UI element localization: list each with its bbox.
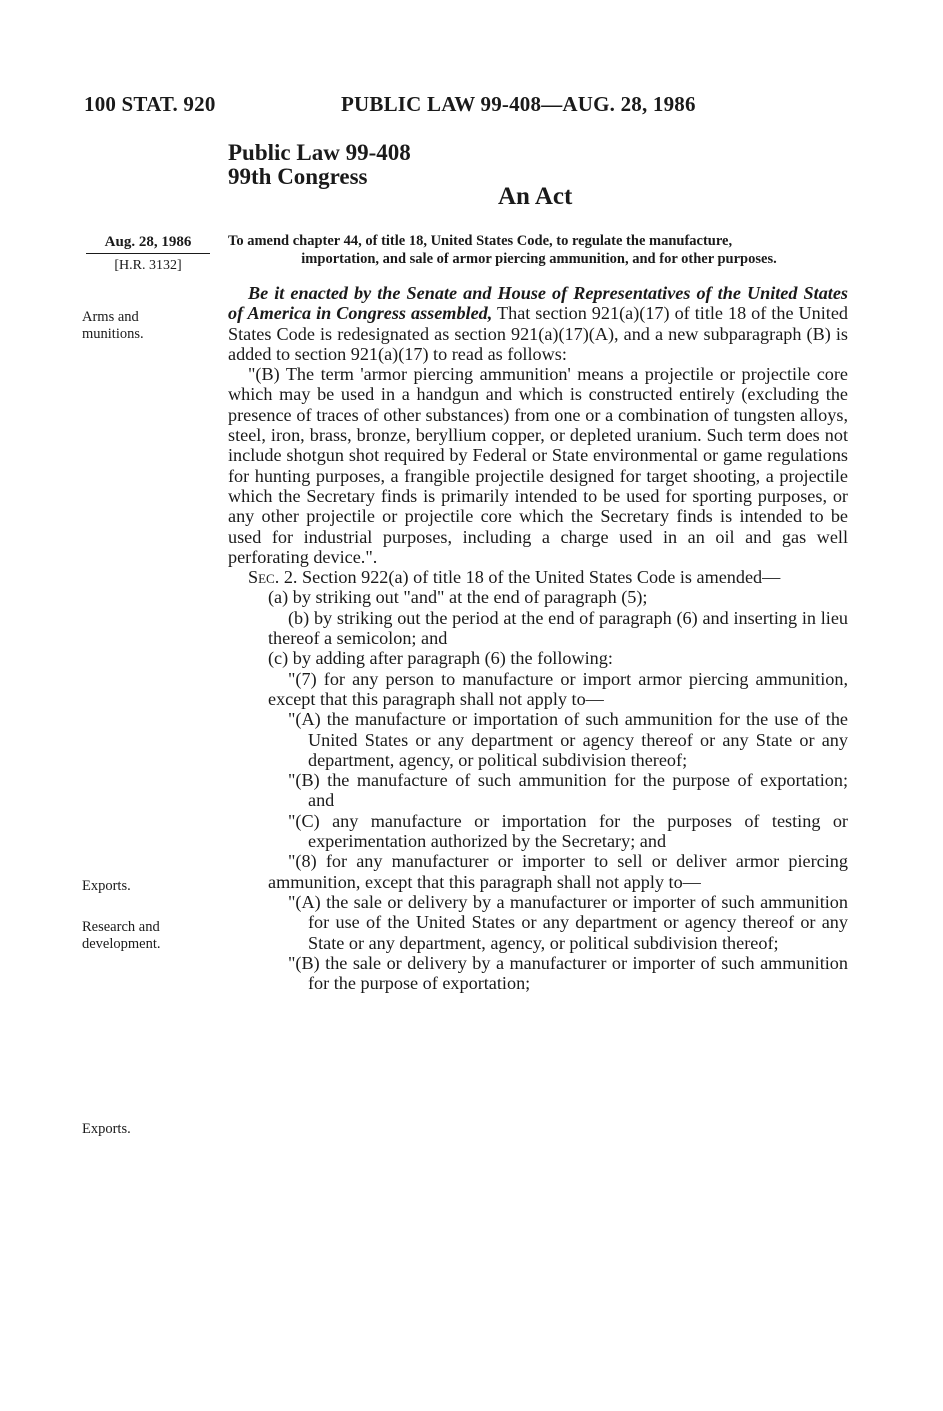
purpose-statement — [228, 232, 850, 268]
act-heading: An Act — [498, 183, 573, 210]
margin-note-research: Research and development. — [82, 919, 161, 952]
section-2-text: Section 922(a) of title 18 of the United States Code is amended— — [297, 567, 781, 588]
enactment-date: Aug. 28, 1986 — [86, 234, 210, 254]
paragraph-8-b: "(B) the sale or delivery by a manufacturer or importer of such ammunition for the purpose of exportation; — [288, 952, 848, 994]
bill-number: [H.R. 3132] — [114, 258, 182, 273]
public-law-number: Public Law 99-408 — [228, 140, 411, 165]
enacting-clause: Be it enacted by the Senate and House of Representatives of the United States of America in Congress assembled, — [228, 283, 848, 324]
paragraph-7-c: "(C) any manufacture or importation for the purposes of testing or experimentation authorized by the Secretary; and — [288, 810, 848, 852]
margin-note-exports-2: Exports. — [82, 1121, 131, 1137]
amendment-c: (c) by adding after paragraph (6) the following: — [268, 648, 613, 669]
paragraph-8: "(8) for any manufacturer or importer to sell or deliver armor piercing ammunition, except that this paragraph shall not apply to— — [268, 851, 848, 892]
congress-number: 99th Congress — [228, 164, 368, 189]
margin-note-arms: Arms and munitions. — [82, 309, 144, 342]
purpose-line-1: To amend chapter 44, of title 18, United States Code, to regulate the manufacture, — [228, 233, 733, 249]
act-body — [228, 283, 848, 993]
amendment-b: (b) by striking out the period at the end of paragraph (6) and inserting in lieu thereof a semicolon; and — [268, 607, 848, 649]
page-reference: 100 STAT. 920 — [84, 92, 216, 116]
section-1-text: That section 921(a)(17) of title 18 of the United States Code is redesignated as section 921(a)(17)(A), and a new subparagraph (B) is added to section 921(a)(17) to read as follows: — [228, 303, 849, 364]
margin-note-exports: Exports. — [82, 878, 131, 894]
paragraph-8-a: "(A) the sale or delivery by a manufacturer or importer of such ammunition for use of the United States or any department or agency thereof or any State or any department, agency, or political subdivision thereof; — [288, 891, 848, 953]
armor-piercing-definition: "(B) The term 'armor piercing ammunition' means a projectile or projectile core which may be used in a handgun and which is constructed entirely (excluding the presence of traces of other substances) from one or a combination of tungsten alloys, steel, iron, brass, bronze, beryllium copper, or depleted uranium. Such term does not include shotgun shot required by Federal or State environmental or game regulations for hunting purposes, a frangible projectile designed for target shooting, a projectile which the Secretary finds is primarily intended to be used for sporting purposes, or any other projectile or projectile core which the Secretary finds is intended to be used for industrial purposes, including a charge used in an oil and gas well perforating device.". — [228, 364, 848, 567]
section-2-label: Sec. 2. — [248, 567, 298, 588]
section-1 — [228, 283, 848, 364]
paragraph-7-a: "(A) the manufacture or importation of such ammunition for the use of the United States or any department or agency thereof or any State or any department, agency, or political subdivision thereof; — [288, 709, 848, 770]
amendment-a: (a) by striking out "and" at the end of paragraph (5); — [268, 587, 648, 608]
paragraph-7: "(7) for any person to manufacture or import armor piercing ammunition, except that this paragraph shall not apply to— — [268, 668, 848, 709]
paragraph-7-b: "(B) the manufacture of such ammunition for the purpose of exportation; and — [288, 770, 848, 811]
purpose-line-2: importation, and sale of armor piercing ammunition, and for other purposes. — [301, 251, 777, 267]
running-title: PUBLIC LAW 99-408—AUG. 28, 1986 — [341, 92, 696, 116]
section-2 — [228, 567, 848, 587]
